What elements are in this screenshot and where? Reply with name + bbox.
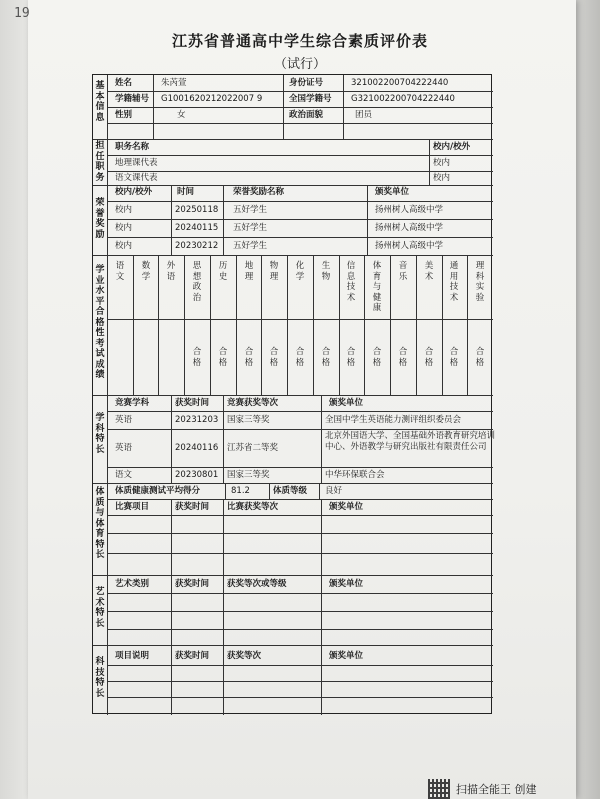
aux-label: 学籍辅号 (115, 94, 150, 104)
exam-subject: 历史 (218, 261, 228, 282)
exam-subject: 数学 (141, 261, 151, 282)
exam-subject: 化学 (295, 261, 305, 282)
talent-cell: 英语 (115, 443, 133, 453)
exam-result: 合格 (192, 347, 202, 368)
section-exam: 学业水平合格性考试成绩 (95, 265, 105, 380)
honor-cell: 扬州树人高级中学 (375, 223, 444, 233)
exam-subject: 理科实验 (475, 261, 485, 303)
sex-label: 性别 (115, 110, 133, 120)
duty-row-name: 语文课代表 (115, 173, 158, 183)
duty-row-scope: 校内 (433, 158, 451, 168)
id-label: 身份证号 (289, 78, 324, 88)
name-label: 姓名 (115, 78, 133, 88)
nat-label: 全国学籍号 (289, 94, 332, 104)
section-basic: 基本信息 (95, 81, 105, 123)
talent-header: 竞赛获奖等次 (227, 398, 279, 408)
level-label: 体质等级 (273, 486, 308, 496)
duty-col-scope: 校内/校外 (433, 142, 471, 152)
exam-result: 合格 (475, 347, 485, 368)
scanner-watermark: 扫描全能王 创建 (456, 783, 537, 796)
talent-header: 颁奖单位 (329, 398, 364, 408)
art-header: 颁奖单位 (329, 579, 364, 589)
tech-header: 获奖时间 (175, 651, 210, 661)
honor-cell: 20250118 (175, 205, 219, 215)
pol-label: 政治面貌 (289, 110, 324, 120)
section-duty: 担任职务 (95, 141, 105, 183)
exam-subject: 体育与健康 (372, 261, 382, 313)
talent-cell: 20240116 (175, 443, 219, 453)
aux-value: G1001620212022007 9 (161, 94, 263, 104)
sports-header: 比赛项目 (115, 502, 150, 512)
exam-subject: 思想政治 (192, 261, 202, 303)
exam-result: 合格 (218, 347, 228, 368)
talent-cell: 中华环保联合会 (325, 470, 385, 480)
exam-result: 合格 (346, 347, 356, 368)
sex-value: 女 (177, 110, 186, 120)
exam-result: 合格 (295, 347, 305, 368)
sports-header: 比赛获奖等次 (227, 502, 279, 512)
form-subtitle: （试行） (273, 57, 326, 72)
section-art: 艺术特长 (95, 587, 105, 629)
health-label: 体质健康测试平均得分 (115, 486, 201, 496)
honor-header-time: 时间 (177, 187, 195, 197)
level-value: 良好 (325, 486, 343, 496)
exam-subject: 物理 (269, 261, 279, 282)
talent-cell: 语文 (115, 470, 133, 480)
exam-subject: 地理 (244, 261, 254, 282)
exam-result: 合格 (321, 347, 331, 368)
honor-cell: 校内 (115, 205, 133, 215)
honor-cell: 五好学生 (233, 205, 268, 215)
talent-cell: 北京外国语大学、全国基础外语教育研究培训中心、外语教学与研究出版社有限责任公司 (325, 431, 496, 452)
talent-cell: 20230801 (175, 470, 219, 480)
art-header: 获奖等次或等级 (227, 579, 287, 589)
talent-cell: 国家三等奖 (227, 470, 270, 480)
name-value: 朱芮萱 (161, 78, 187, 88)
exam-result: 合格 (244, 347, 254, 368)
honor-cell: 五好学生 (233, 241, 268, 251)
exam-subject: 外语 (166, 261, 176, 282)
exam-result: 合格 (424, 347, 434, 368)
honor-cell: 五好学生 (233, 223, 268, 233)
honor-cell: 20230212 (175, 241, 219, 251)
nat-value: G321002200704222440 (351, 94, 455, 104)
tech-header: 颁奖单位 (329, 651, 364, 661)
honor-cell: 校内 (115, 223, 133, 233)
id-value: 321002200704222440 (351, 78, 449, 88)
honor-cell: 扬州树人高级中学 (375, 241, 444, 251)
exam-subject: 语文 (115, 261, 125, 282)
art-header: 艺术类别 (115, 579, 150, 589)
exam-subject: 音乐 (398, 261, 408, 282)
honor-header-issuer: 颁奖单位 (375, 187, 410, 197)
sports-header: 获奖时间 (175, 502, 210, 512)
exam-subject: 美术 (424, 261, 434, 282)
art-header: 获奖时间 (175, 579, 210, 589)
honor-header-scope: 校内/校外 (115, 187, 153, 197)
talent-cell: 20231203 (175, 415, 219, 425)
honor-cell: 20240115 (175, 223, 219, 233)
qr-code-icon (428, 779, 450, 799)
talent-cell: 英语 (115, 415, 133, 425)
form-title: 江苏省普通高中学生综合素质评价表 (171, 32, 428, 50)
exam-result: 合格 (449, 347, 459, 368)
talent-cell: 全国中学生英语能力测评组织委员会 (325, 415, 462, 425)
duty-row-scope: 校内 (433, 173, 451, 183)
pol-value: 团员 (355, 110, 373, 120)
talent-header: 获奖时间 (175, 398, 210, 408)
honor-cell: 校内 (115, 241, 133, 251)
section-honor: 荣誉奖励 (95, 198, 105, 240)
talent-cell: 国家三等奖 (227, 415, 270, 425)
exam-result: 合格 (269, 347, 279, 368)
evaluation-form (92, 74, 496, 714)
talent-header: 竞赛学科 (115, 398, 150, 408)
section-sports: 体质与体育特长 (95, 487, 105, 560)
exam-result: 合格 (372, 347, 382, 368)
exam-result: 合格 (398, 347, 408, 368)
health-score: 81.2 (231, 486, 250, 496)
talent-cell: 江苏省二等奖 (227, 443, 279, 453)
exam-subject: 生物 (321, 261, 331, 282)
duty-col-name: 职务名称 (115, 142, 150, 152)
tech-header: 获奖等次 (227, 651, 262, 661)
section-subject-talent: 学科特长 (95, 413, 105, 455)
honor-cell: 扬州树人高级中学 (375, 205, 444, 215)
honor-header-name: 荣誉奖励名称 (233, 187, 285, 197)
exam-subject: 通用技术 (449, 261, 459, 303)
duty-row-name: 地理课代表 (115, 158, 158, 168)
sports-header: 颁奖单位 (329, 502, 364, 512)
tech-header: 项目说明 (115, 651, 150, 661)
section-tech: 科技特长 (95, 657, 105, 699)
exam-subject: 信息技术 (346, 261, 356, 303)
page-number: 19 (14, 6, 30, 21)
